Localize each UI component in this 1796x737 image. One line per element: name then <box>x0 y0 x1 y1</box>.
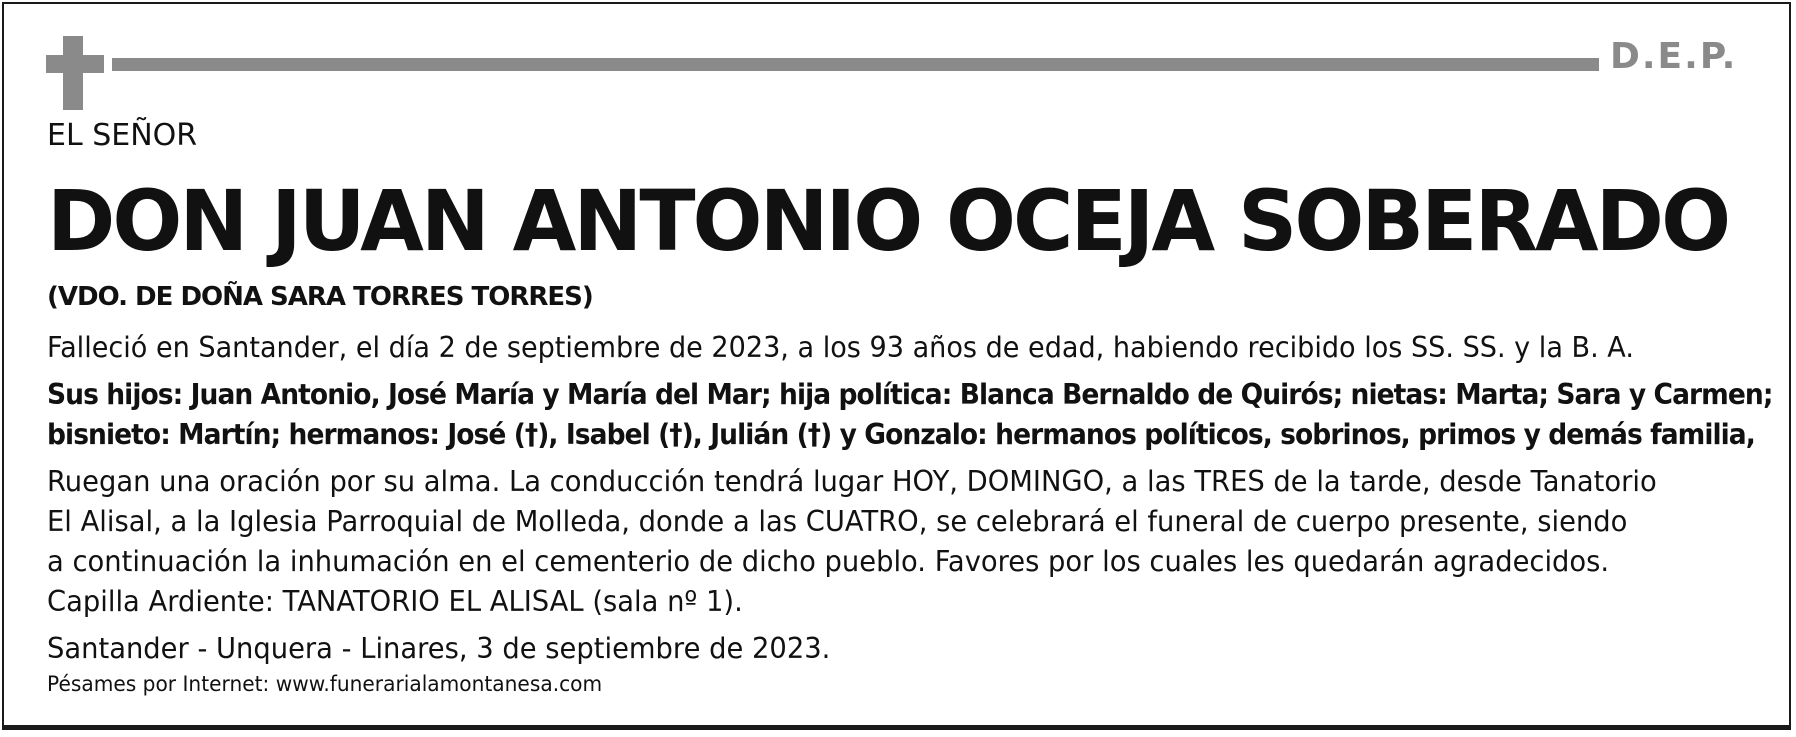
request-line: Ruegan una oración por su alma. La conducción tendrá lugar HOY, DOMINGO, a las TRES de la tarde, desde Tanatorio <box>47 465 1657 498</box>
cross-icon <box>46 36 104 110</box>
request-line: a continuación la inhumación en el cementerio de dicho pueblo. Favores por los cuales les quedarán agradecidos. <box>47 545 1610 578</box>
family-line: Sus hijos: Juan Antonio, José María y María del Mar; hija política: Blanca Bernaldo de Quirós; nietas: Marta; Sara y Carmen; <box>47 378 1773 411</box>
place-date: Santander - Unquera - Linares, 3 de septiembre de 2023. <box>47 632 831 665</box>
header-rule <box>112 58 1599 71</box>
cross-horizontal-bar <box>46 55 104 73</box>
cross-vertical-bar <box>63 36 83 110</box>
request-line: El Alisal, a la Iglesia Parroquial de Molleda, donde a las CUATRO, se celebrará el funeral de cuerpo presente, siendo <box>47 505 1628 538</box>
deceased-name: DON JUAN ANTONIO OCEJA SOBERADO <box>47 172 1729 270</box>
chapel-line: Capilla Ardiente: TANATORIO EL ALISAL (sala nº 1). <box>47 585 743 618</box>
family-line: bisnieto: Martín; hermanos: José (†), Isabel (†), Julián (†) y Gonzalo: hermanos políticos, sobrinos, primos y demás familia, <box>47 418 1755 451</box>
condolences-link[interactable]: Pésames por Internet: www.funerarialamontanesa.com <box>47 672 603 696</box>
death-notice: Falleció en Santander, el día 2 de septiembre de 2023, a los 93 años de edad, habiendo recibido los SS. SS. y la B. A. <box>47 331 1634 364</box>
dep-label: D.E.P. <box>1610 36 1738 77</box>
obituary-frame <box>2 2 1791 730</box>
widower-line: (VDO. DE DOÑA SARA TORRES TORRES) <box>47 282 593 312</box>
title-prefix: EL SEÑOR <box>47 118 198 153</box>
